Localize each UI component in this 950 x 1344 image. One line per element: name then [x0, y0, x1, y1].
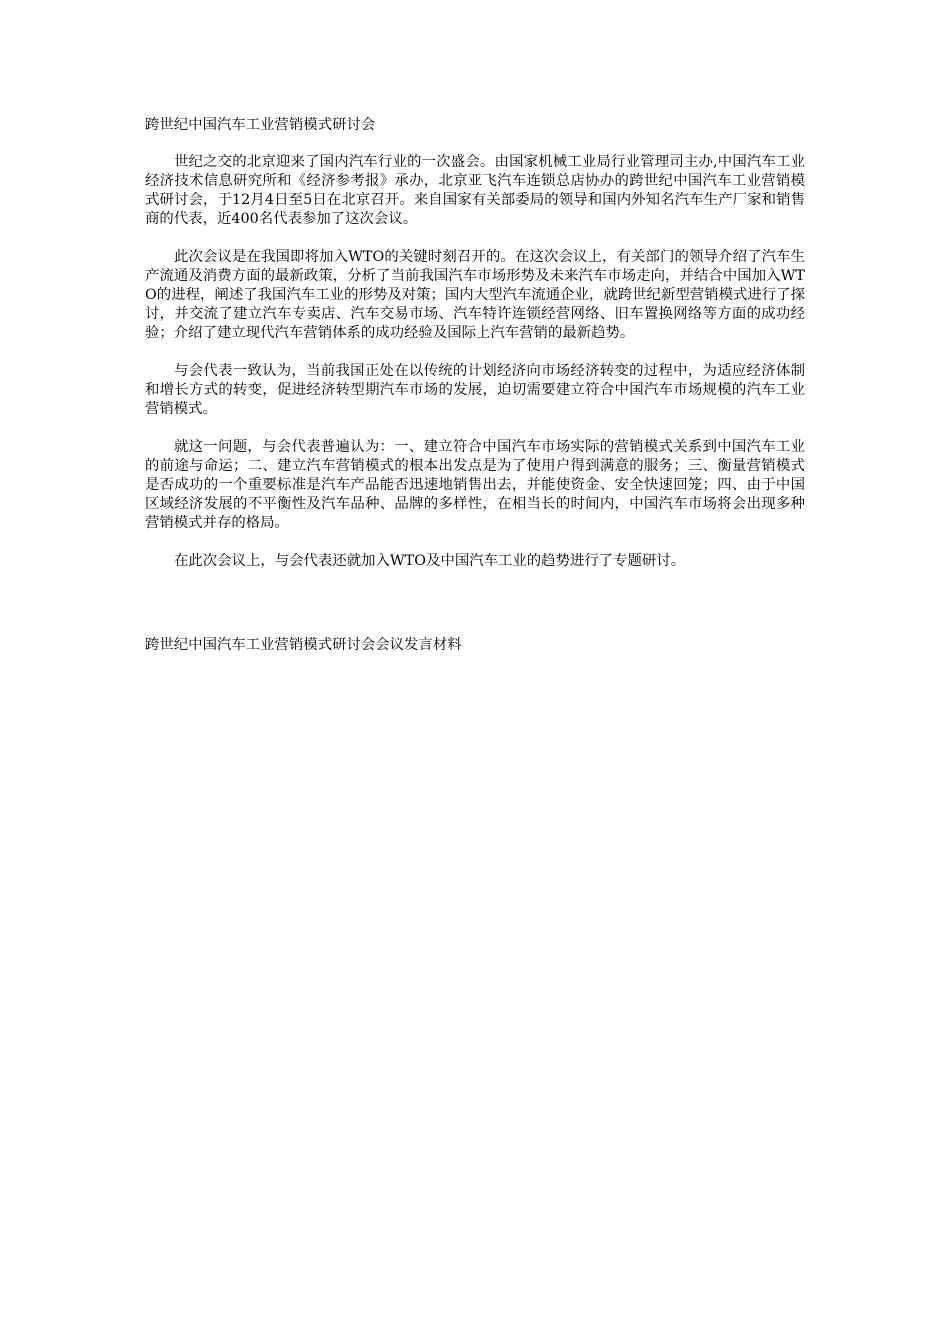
- paragraph-2: 此次会议是在我国即将加入WTO的关键时刻召开的。在这次会议上，有关部门的领导介绍了汽车生产流通及消费方面的最新政策，分析了当前我国汽车市场形势及未来汽车市场走向，并结合中国加入WTO的进程，阐述了我国汽车工业的形势及对策；国内大型汽车流通企业，就跨世纪新型营销模式进行了探讨，并交流了建立汽车专卖店、汽车交易市场、汽车特许连锁经营网络、旧车置换网络等方面的成功经验；介绍了建立现代汽车营销体系的成功经验及国际上汽车营销的最新趋势。: [145, 249, 805, 341]
- paragraph-3: 与会代表一致认为，当前我国正处在以传统的计划经济向市场经济转变的过程中，为适应经济体制和增长方式的转变，促进经济转型期汽车市场的发展，迫切需要建立符合中国汽车市场规模的汽车工业营销模式。: [145, 363, 805, 417]
- document-body: [145, 116, 805, 590]
- paragraph-1: 世纪之交的北京迎来了国内汽车行业的一次盛会。由国家机械工业局行业管理司主办,中国汽车工业经济技术信息研究所和《经济参考报》承办，北京亚飞汽车连锁总店协办的跨世纪中国汽车工业营销模式研讨会，于12月4日至5日在北京召开。来自国家有关部委局的领导和国内外知名汽车生产厂家和销售商的代表，近400名代表参加了这次会议。: [145, 154, 805, 227]
- paragraph-4: 就这一问题，与会代表普遍认为：一、建立符合中国汽车市场实际的营销模式关系到中国汽车工业的前途与命运；二、建立汽车营销模式的根本出发点是为了使用户得到满意的服务；三、衡量营销模式是否成功的一个重要标准是汽车产品能否迅速地销售出去，并能使资金、安全快速回笼；四、由于中国区域经济发展的不平衡性及汽车品种、品牌的多样性，在相当长的时间内，中国汽车市场将会出现多种营销模式并存的格局。: [145, 439, 805, 531]
- materials-title: 跨世纪中国汽车工业营销模式研讨会会议发言材料: [145, 637, 462, 653]
- paragraph-5: 在此次会议上，与会代表还就加入WTO及中国汽车工业的趋势进行了专题研讨。: [174, 553, 686, 569]
- document-title: 跨世纪中国汽车工业营销模式研讨会: [145, 117, 376, 133]
